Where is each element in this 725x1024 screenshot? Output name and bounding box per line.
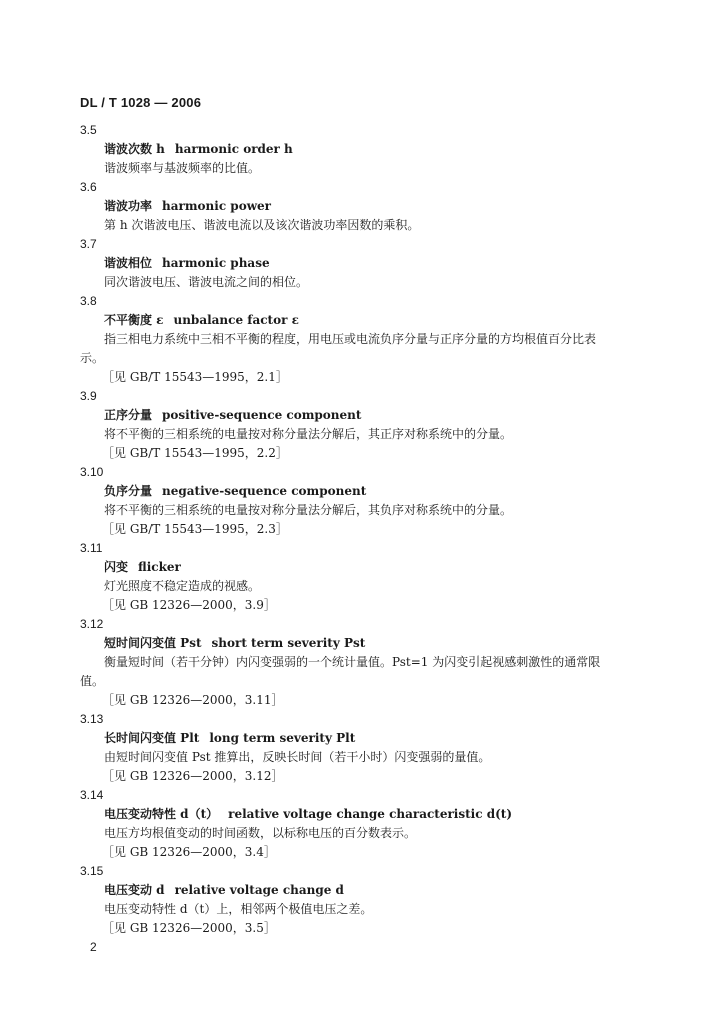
term-english: relative voltage change d bbox=[174, 883, 344, 897]
term-chinese: 负序分量 bbox=[104, 484, 153, 498]
reference-citation: ［见 GB 12326—2000，3.9］ bbox=[102, 598, 276, 612]
term-entry bbox=[0, 615, 725, 710]
reference-citation: ［见 GB/T 15543—1995，2.3］ bbox=[102, 522, 288, 536]
clause-number: 3.10 bbox=[80, 465, 104, 479]
clause-number: 3.6 bbox=[80, 180, 97, 194]
term-definition: 电压方均根值变动的时间函数，以标称电压的百分数表示。 bbox=[104, 826, 417, 840]
term-title bbox=[0, 197, 725, 216]
term-english: positive-sequence component bbox=[162, 408, 362, 422]
term-definition: 第 h 次谐波电压、谐波电流以及该次谐波功率因数的乘积。 bbox=[104, 218, 420, 232]
term-english: relative voltage change characteristic d(t) bbox=[228, 807, 512, 821]
term-chinese: 电压变动 d bbox=[104, 883, 165, 897]
clause-number: 3.14 bbox=[80, 788, 104, 802]
term-entry bbox=[0, 178, 725, 235]
reference-citation: ［见 GB/T 15543—1995，2.2］ bbox=[102, 446, 288, 460]
term-title bbox=[0, 254, 725, 273]
reference-citation: ［见 GB 12326—2000，3.12］ bbox=[102, 769, 284, 783]
term-list bbox=[0, 121, 725, 938]
term-entry bbox=[0, 786, 725, 862]
page-number: 2 bbox=[90, 940, 97, 954]
term-title bbox=[0, 805, 725, 824]
term-definition: 电压变动特性 d（t）上，相邻两个极值电压之差。 bbox=[104, 902, 373, 916]
clause-number: 3.8 bbox=[80, 294, 97, 308]
term-definition: 将不平衡的三相系统的电量按对称分量法分解后，其负序对称系统中的分量。 bbox=[104, 503, 513, 517]
definition-line: 衡量短时间（若干分钟）内闪变强弱的一个统计量值。Pst=1 为闪变引起视感刺激性的通常限 bbox=[104, 655, 601, 669]
clause-number: 3.5 bbox=[80, 123, 97, 137]
term-entry bbox=[0, 235, 725, 292]
term-title bbox=[0, 482, 725, 501]
term-english: harmonic order h bbox=[174, 142, 293, 156]
term-definition bbox=[0, 330, 632, 368]
term-definition: 同次谐波电压、谐波电流之间的相位。 bbox=[104, 275, 309, 289]
reference-citation: ［见 GB 12326—2000，3.5］ bbox=[102, 921, 276, 935]
term-english: flicker bbox=[138, 560, 181, 574]
term-chinese: 短时间闪变值 Pst bbox=[104, 636, 202, 650]
term-definition: 将不平衡的三相系统的电量按对称分量法分解后，其正序对称系统中的分量。 bbox=[104, 427, 513, 441]
definition-continuation: 值。 bbox=[80, 674, 105, 688]
term-english: short term severity Pst bbox=[211, 636, 366, 650]
clause-number: 3.9 bbox=[80, 389, 97, 403]
reference-citation: ［见 GB 12326—2000，3.4］ bbox=[102, 845, 276, 859]
term-definition: 灯光照度不稳定造成的视感。 bbox=[104, 579, 261, 593]
clause-number: 3.15 bbox=[80, 864, 104, 878]
clause-number: 3.7 bbox=[80, 237, 97, 251]
term-title bbox=[0, 881, 725, 900]
term-chinese: 长时间闪变值 Plt bbox=[104, 731, 200, 745]
term-entry bbox=[0, 292, 725, 387]
term-entry bbox=[0, 862, 725, 938]
term-entry bbox=[0, 121, 725, 178]
clause-number: 3.11 bbox=[80, 541, 103, 555]
term-english: unbalance factor ε bbox=[173, 313, 299, 327]
term-english: long term severity Plt bbox=[209, 731, 356, 745]
term-title bbox=[0, 311, 725, 330]
term-chinese: 电压变动特性 d（t） bbox=[104, 807, 219, 821]
term-entry bbox=[0, 710, 725, 786]
term-entry bbox=[0, 539, 725, 615]
term-english: harmonic power bbox=[162, 199, 271, 213]
term-entry bbox=[0, 387, 725, 463]
term-chinese: 谐波相位 bbox=[104, 256, 153, 270]
term-chinese: 闪变 bbox=[104, 560, 129, 574]
term-chinese: 谐波次数 h bbox=[104, 142, 165, 156]
term-title bbox=[0, 140, 725, 159]
term-entry bbox=[0, 463, 725, 539]
term-title bbox=[0, 558, 725, 577]
term-definition bbox=[0, 653, 632, 691]
term-definition: 由短时间闪变值 Pst 推算出，反映长时间（若干小时）闪变强弱的量值。 bbox=[104, 750, 491, 764]
term-title bbox=[0, 406, 725, 425]
term-english: harmonic phase bbox=[162, 256, 270, 270]
reference-citation: ［见 GB/T 15543—1995，2.1］ bbox=[102, 370, 288, 384]
term-chinese: 谐波功率 bbox=[104, 199, 153, 213]
term-definition: 谐波频率与基波频率的比值。 bbox=[104, 161, 261, 175]
standard-header: DL / T 1028 — 2006 bbox=[80, 95, 202, 110]
term-title bbox=[0, 729, 725, 748]
reference-citation: ［见 GB 12326—2000，3.11］ bbox=[102, 693, 284, 707]
clause-number: 3.12 bbox=[80, 617, 104, 631]
term-chinese: 不平衡度 ε bbox=[104, 313, 164, 327]
term-english: negative-sequence component bbox=[162, 484, 367, 498]
term-chinese: 正序分量 bbox=[104, 408, 153, 422]
definition-continuation: 示。 bbox=[80, 351, 105, 365]
term-title bbox=[0, 634, 725, 653]
clause-number: 3.13 bbox=[80, 712, 104, 726]
definition-line: 指三相电力系统中三相不平衡的程度，用电压或电流负序分量与正序分量的方均根值百分比表 bbox=[104, 332, 597, 346]
